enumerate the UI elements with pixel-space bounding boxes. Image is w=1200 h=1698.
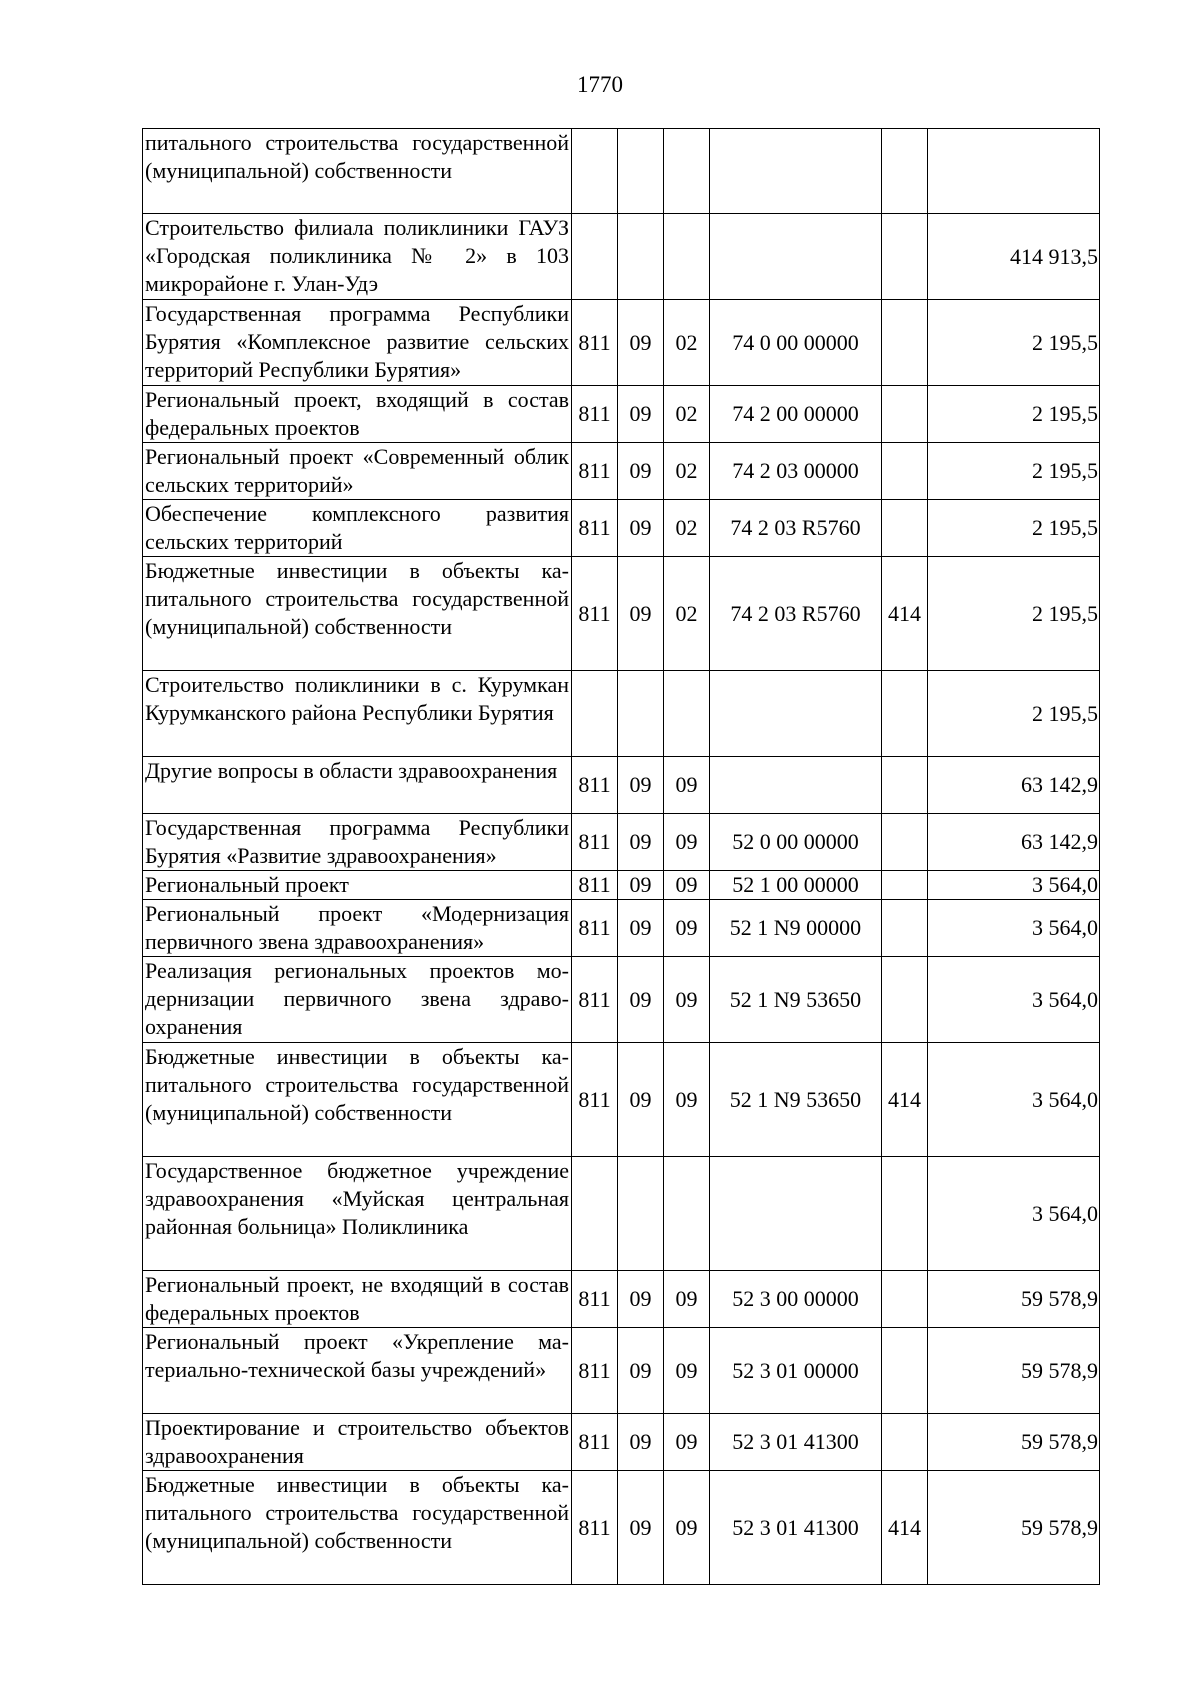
department-code: 811: [572, 1471, 618, 1585]
target-article-code: 74 0 00 00000: [710, 300, 882, 386]
section-code: 09: [618, 1471, 664, 1585]
target-article-code: 74 2 03 R5760: [710, 500, 882, 557]
target-article-code: 52 3 00 00000: [710, 1271, 882, 1328]
amount: 3 564,0: [928, 957, 1100, 1043]
table-row: [143, 1328, 1100, 1414]
subsection-code: 09: [664, 871, 710, 900]
table-row: [143, 300, 1100, 386]
expense-type-code: 414: [882, 1471, 928, 1585]
amount: 3 564,0: [928, 871, 1100, 900]
table-row: [143, 957, 1100, 1043]
department-code: [572, 214, 618, 300]
target-article-code: [710, 757, 882, 814]
department-code: [572, 671, 618, 757]
page-number: 1770: [577, 72, 623, 97]
expense-type-code: [882, 1157, 928, 1271]
budget-table: [142, 128, 1100, 1585]
table-row: [143, 557, 1100, 671]
target-article-code: 52 3 01 41300: [710, 1471, 882, 1585]
expense-type-code: [882, 900, 928, 957]
section-code: [618, 671, 664, 757]
section-code: 09: [618, 1271, 664, 1328]
subsection-code: 09: [664, 1328, 710, 1414]
target-article-code: [710, 1157, 882, 1271]
amount: 2 195,5: [928, 300, 1100, 386]
expense-type-code: [882, 386, 928, 443]
item-name: Бюджетные инвестиции в объекты капитального строительства государственной (муниципальной) собственности: [143, 1471, 572, 1585]
table-row: [143, 814, 1100, 871]
amount: 3 564,0: [928, 1043, 1100, 1157]
section-code: 09: [618, 300, 664, 386]
item-name: Проектирование и строительство объектов здравоохранения: [143, 1414, 572, 1471]
item-name: Государственная программа Республики Бурятия «Развитие здравоохранения»: [143, 814, 572, 871]
table-row: [143, 214, 1100, 300]
item-name: Бюджетные инвестиции в объекты капитального строительства государственной (муниципальной) собственности: [143, 557, 572, 671]
item-name: Реализация региональных проектов модернизации первичного звена здравоохранения: [143, 957, 572, 1043]
target-article-code: 74 2 03 00000: [710, 443, 882, 500]
department-code: [572, 1157, 618, 1271]
table-row: [143, 1157, 1100, 1271]
amount: 2 195,5: [928, 443, 1100, 500]
department-code: 811: [572, 386, 618, 443]
item-name: питального строительства государственной (муниципальной) собственности: [143, 129, 572, 214]
expense-type-code: [882, 814, 928, 871]
table-row: [143, 900, 1100, 957]
expense-type-code: [882, 871, 928, 900]
section-code: 09: [618, 1414, 664, 1471]
subsection-code: [664, 1157, 710, 1271]
item-name: Региональный проект «Укрепление материально-технической базы учреждений»: [143, 1328, 572, 1414]
expense-type-code: [882, 1271, 928, 1328]
department-code: 811: [572, 557, 618, 671]
expense-type-code: [882, 129, 928, 214]
table-row: [143, 1271, 1100, 1328]
subsection-code: 09: [664, 1471, 710, 1585]
subsection-code: 09: [664, 814, 710, 871]
target-article-code: 52 3 01 41300: [710, 1414, 882, 1471]
table-body: [143, 129, 1100, 1585]
target-article-code: 52 1 N9 53650: [710, 957, 882, 1043]
department-code: 811: [572, 1328, 618, 1414]
section-code: 09: [618, 757, 664, 814]
expense-type-code: [882, 671, 928, 757]
target-article-code: 74 2 03 R5760: [710, 557, 882, 671]
subsection-code: 09: [664, 757, 710, 814]
expense-type-code: [882, 757, 928, 814]
table-row: [143, 500, 1100, 557]
item-name: Строительство поликлиники в с. Курумкан Курумканского района Республики Бурятия: [143, 671, 572, 757]
department-code: 811: [572, 814, 618, 871]
target-article-code: 52 1 N9 53650: [710, 1043, 882, 1157]
amount: [928, 129, 1100, 214]
section-code: 09: [618, 871, 664, 900]
department-code: [572, 129, 618, 214]
item-name: Государственное бюджетное учреждение здравоохранения «Муйская центральная районная больница» Поликлиника: [143, 1157, 572, 1271]
target-article-code: [710, 129, 882, 214]
subsection-code: 02: [664, 557, 710, 671]
section-code: 09: [618, 1328, 664, 1414]
item-name: Бюджетные инвестиции в объекты капитального строительства государственной (муниципальной) собственности: [143, 1043, 572, 1157]
expense-type-code: [882, 300, 928, 386]
expense-type-code: [882, 500, 928, 557]
amount: 59 578,9: [928, 1271, 1100, 1328]
section-code: 09: [618, 900, 664, 957]
item-name: Региональный проект, не входящий в состав федеральных проектов: [143, 1271, 572, 1328]
department-code: 811: [572, 500, 618, 557]
amount: 59 578,9: [928, 1471, 1100, 1585]
department-code: 811: [572, 871, 618, 900]
department-code: 811: [572, 1271, 618, 1328]
subsection-code: [664, 129, 710, 214]
table-row: [143, 443, 1100, 500]
subsection-code: 02: [664, 500, 710, 557]
department-code: 811: [572, 757, 618, 814]
department-code: 811: [572, 1414, 618, 1471]
subsection-code: 09: [664, 1043, 710, 1157]
table-row: [143, 129, 1100, 214]
amount: 2 195,5: [928, 671, 1100, 757]
expense-type-code: 414: [882, 1043, 928, 1157]
item-name: Региональный проект: [143, 871, 572, 900]
expense-type-code: [882, 443, 928, 500]
item-name: Региональный проект, входящий в состав федеральных проектов: [143, 386, 572, 443]
amount: 414 913,5: [928, 214, 1100, 300]
subsection-code: 02: [664, 300, 710, 386]
subsection-code: 09: [664, 1271, 710, 1328]
table-row: [143, 871, 1100, 900]
amount: 63 142,9: [928, 814, 1100, 871]
amount: 2 195,5: [928, 500, 1100, 557]
table-row: [143, 757, 1100, 814]
section-code: 09: [618, 814, 664, 871]
expense-type-code: 414: [882, 557, 928, 671]
expense-type-code: [882, 214, 928, 300]
target-article-code: 52 1 00 00000: [710, 871, 882, 900]
section-code: [618, 129, 664, 214]
expense-type-code: [882, 1328, 928, 1414]
subsection-code: 09: [664, 957, 710, 1043]
section-code: [618, 1157, 664, 1271]
item-name: Строительство филиала поликлиники ГАУЗ «Городская поликлиника № 2» в 103 микрорайоне г. Улан-Удэ: [143, 214, 572, 300]
target-article-code: 52 0 00 00000: [710, 814, 882, 871]
target-article-code: 52 3 01 00000: [710, 1328, 882, 1414]
subsection-code: [664, 214, 710, 300]
item-name: Другие вопросы в области здравоохранения: [143, 757, 572, 814]
amount: 59 578,9: [928, 1328, 1100, 1414]
table-row: [143, 1414, 1100, 1471]
target-article-code: 52 1 N9 00000: [710, 900, 882, 957]
target-article-code: [710, 214, 882, 300]
table-row: [143, 1043, 1100, 1157]
section-code: 09: [618, 557, 664, 671]
subsection-code: [664, 671, 710, 757]
amount: 59 578,9: [928, 1414, 1100, 1471]
item-name: Государственная программа Республики Бурятия «Комплексное развитие сельских территорий Республики Бурятия»: [143, 300, 572, 386]
expense-type-code: [882, 1414, 928, 1471]
section-code: 09: [618, 443, 664, 500]
item-name: Региональный проект «Модернизация первичного звена здравоохранения»: [143, 900, 572, 957]
subsection-code: 02: [664, 443, 710, 500]
table-row: [143, 671, 1100, 757]
department-code: 811: [572, 1043, 618, 1157]
department-code: 811: [572, 300, 618, 386]
subsection-code: 02: [664, 386, 710, 443]
subsection-code: 09: [664, 900, 710, 957]
amount: 63 142,9: [928, 757, 1100, 814]
item-name: Обеспечение комплексного развития сельских территорий: [143, 500, 572, 557]
amount: 3 564,0: [928, 1157, 1100, 1271]
department-code: 811: [572, 443, 618, 500]
target-article-code: [710, 671, 882, 757]
target-article-code: 74 2 00 00000: [710, 386, 882, 443]
department-code: 811: [572, 957, 618, 1043]
section-code: 09: [618, 957, 664, 1043]
amount: 2 195,5: [928, 557, 1100, 671]
amount: 3 564,0: [928, 900, 1100, 957]
table-row: [143, 1471, 1100, 1585]
section-code: 09: [618, 1043, 664, 1157]
section-code: 09: [618, 500, 664, 557]
section-code: [618, 214, 664, 300]
subsection-code: 09: [664, 1414, 710, 1471]
table-row: [143, 386, 1100, 443]
item-name: Региональный проект «Современный облик сельских территорий»: [143, 443, 572, 500]
section-code: 09: [618, 386, 664, 443]
department-code: 811: [572, 900, 618, 957]
expense-type-code: [882, 957, 928, 1043]
amount: 2 195,5: [928, 386, 1100, 443]
